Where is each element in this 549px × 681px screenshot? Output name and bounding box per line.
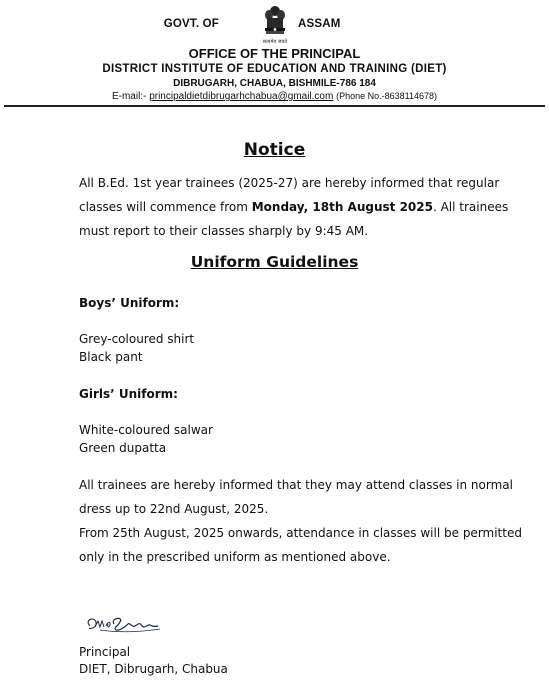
notice-date-bold: Monday, 18th August 2025 [251, 200, 433, 214]
signatory-organisation: DIET, Dibrugarh, Chabua [79, 662, 228, 676]
govt-of-text: GOVT. OF [163, 18, 219, 30]
girls-uniform-item: White-coloured salwar [79, 423, 213, 437]
institute-address: DIBRUGARH, CHABUA, BISHMILE-786 184 [173, 78, 376, 89]
signatory-designation: Principal [79, 645, 131, 659]
state-emblem-icon [258, 3, 292, 49]
boys-uniform-item: Black pant [79, 350, 143, 364]
notice-text-a: All B.Ed. 1st year trainees (2025-27) are hereby informed that regular classes will commence from [79, 176, 500, 214]
normal-dress-paragraph: All trainees are hereby informed that they may attend classes in normal dress up to 22nd August, 2025. [79, 478, 513, 516]
girls-uniform-heading: Girls’ Uniform: [79, 387, 178, 401]
contact-line [0, 91, 549, 102]
phone-number: (Phone No.-8638114678) [336, 91, 438, 101]
boys-uniform-heading: Boys’ Uniform: [79, 296, 180, 310]
email-link[interactable]: principaldietdibrugarhchabua@gmail.com [149, 91, 334, 102]
email-label: E-mail:- [111, 91, 147, 102]
notice-paragraph [79, 171, 529, 243]
notice-title: Notice [243, 140, 306, 160]
boys-uniform-item: Grey-coloured shirt [79, 332, 195, 346]
institute-name: DISTRICT INSTITUTE OF EDUCATION AND TRAINING (DIET) [102, 63, 447, 75]
office-title: OFFICE OF THE PRINCIPAL [188, 46, 361, 61]
uniform-mandatory-paragraph: From 25th August, 2025 onwards, attendance in classes will be permitted only in the prescribed uniform as mentioned above. [79, 526, 522, 564]
header-divider [4, 105, 545, 107]
assam-text: ASSAM [298, 18, 341, 30]
emblem-caption: सत्यमेव जयते [262, 39, 288, 45]
principal-signature-icon [80, 612, 170, 638]
girls-uniform-item: Green dupatta [79, 441, 167, 455]
notice-text-b: . All trainees must report to their classes sharply by 9:45 AM. [79, 200, 509, 238]
uniform-guidelines-title: Uniform Guidelines [190, 253, 359, 271]
